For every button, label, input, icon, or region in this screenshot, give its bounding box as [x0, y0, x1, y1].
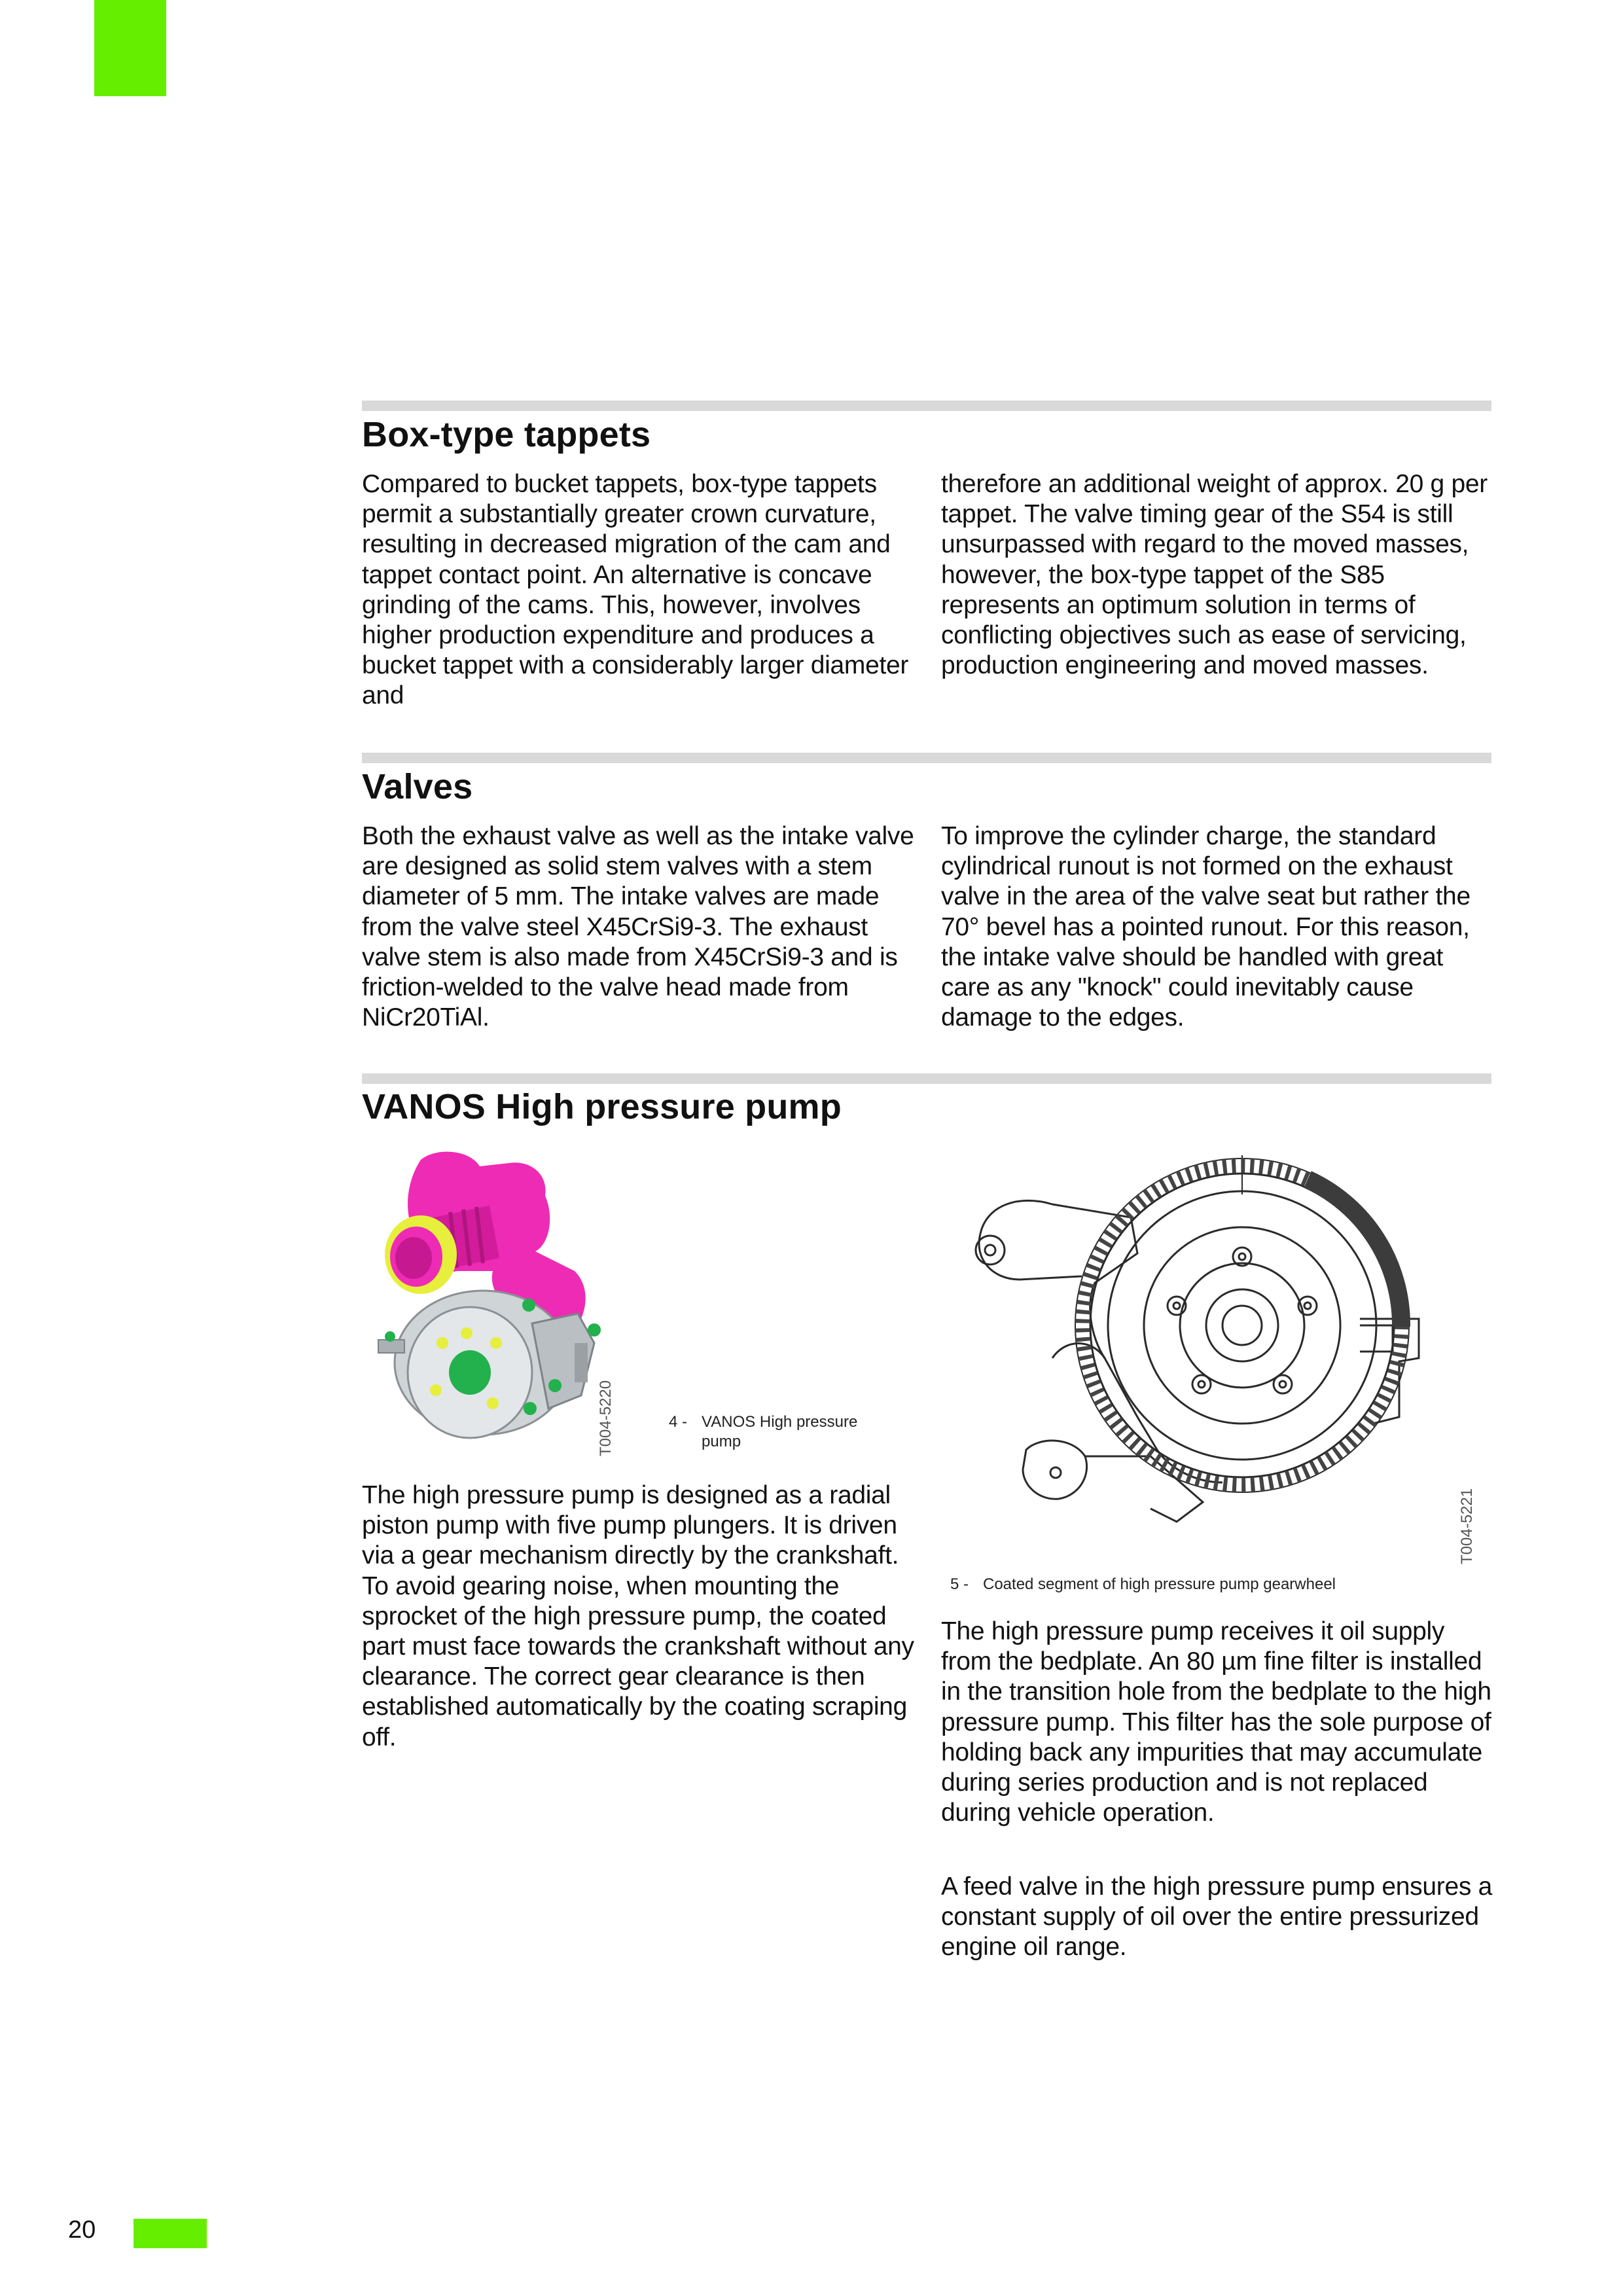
figure-5-id: T004-5221 — [1458, 1488, 1476, 1564]
top-accent-tab — [94, 0, 166, 96]
vanos-right-text-1: The high pressure pump receives it oil supply from the bedplate. An 80 µm fine filter is installed in the transition hole from the bedplate to the high pressure pump. This filter has the sole purpose of holding back any impurities that may accumulate during series production and is not replaced during vehicle operation. — [941, 1617, 1491, 1827]
vanos-left-text: The high pressure pump is designed as a radial piston pump with five pump plungers. It is driven via a gear mechanism directly by the crankshaft. To avoid gearing noise, when mounting the sprocket of the high pressure pump, the coated part must face towards the crankshaft without any clearance. The correct gear clearance is then established automatically by the coating scraping off. — [362, 1481, 914, 1751]
figure-5-caption-text: Coated segment of high pressure pump gearwheel — [983, 1575, 1336, 1593]
bottom-accent-tab — [134, 2219, 207, 2248]
valves-left-text: Both the exhaust valve as well as the intake valve are designed as solid stem valves with a stem diameter of 5 mm. The intake valves are made from the valve steel X45CrSi9-3. The exhaust valve stem is also made from X45CrSi9-3 and is friction-welded to the valve head made from NiCr20TiAl. — [362, 822, 914, 1032]
section-rule-box-tappets — [362, 401, 1491, 411]
vanos-right-text-2: A feed valve in the high pressure pump ensures a constant supply of oil over the entire pressurized engine oil range. — [941, 1873, 1492, 1962]
figure-4-id: T004-5220 — [597, 1380, 615, 1456]
page-number: 20 — [68, 2216, 96, 2244]
figure-4-number: 4 - — [669, 1413, 688, 1431]
heading-box-tappets: Box-type tappets — [362, 415, 651, 454]
figure-5-gearwheel-drawing — [941, 1142, 1465, 1548]
figure-5-number: 5 - — [950, 1575, 969, 1593]
figure-4-caption-text: VANOS High pressure pump — [702, 1413, 858, 1450]
valves-right-text: To improve the cylinder charge, the standard cylindrical runout is not formed on the exhaust valve in the area of the valve seat but rather the 70° bevel has a pointed runout. For this reason, the intake valve should be handled with great care as any "knock" could inevitably cause damage to the edges. — [941, 822, 1471, 1032]
figure-4-pump-illustration — [359, 1147, 633, 1454]
figure-4-caption — [669, 1412, 891, 1452]
box-tappets-left-text: Compared to bucket tappets, box-type tappets permit a substantially greater crown curvature, resulting in decreased migration of the cam and tappet contact point. An alternative is concave grinding of the cams. This, however, involves higher production expenditure and produces a bucket tappet with a considerably larger diameter and — [362, 470, 909, 710]
heading-vanos: VANOS High pressure pump — [362, 1087, 842, 1126]
heading-valves: Valves — [362, 767, 473, 806]
section-rule-valves — [362, 753, 1491, 763]
box-tappets-right-text: therefore an additional weight of approx. 20 g per tappet. The valve timing gear of the S54 is still unsurpassed with regard to the moved masses, however, the box-type tappet of the S85 represents an optimum solution in terms of conflicting objectives such as ease of servicing, production engineering and moved masses. — [941, 470, 1488, 680]
figure-5-caption — [950, 1575, 1474, 1594]
section-rule-vanos — [362, 1073, 1491, 1084]
